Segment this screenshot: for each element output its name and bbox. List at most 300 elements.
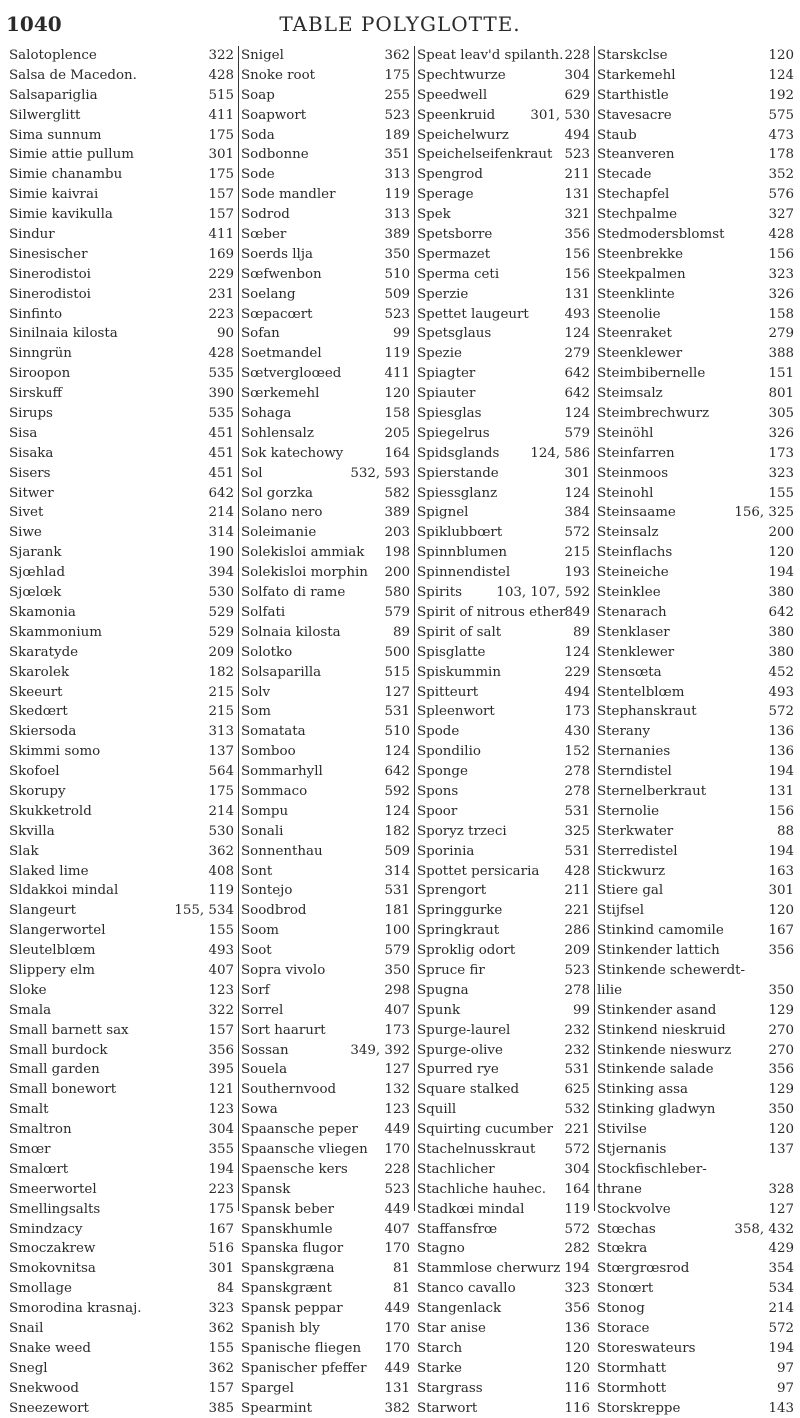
index-entry xyxy=(594,523,798,543)
index-entry xyxy=(6,1220,238,1240)
index-entry xyxy=(594,941,798,961)
entry-page-ref: 428 xyxy=(564,863,590,879)
entry-term: Squill xyxy=(417,1102,457,1118)
index-entry xyxy=(414,782,594,802)
index-entry xyxy=(238,1120,414,1140)
entry-term: Stinkende schewerdt- xyxy=(597,962,746,978)
entry-page-ref: 301 xyxy=(208,1261,234,1277)
entry-term: Stinkende nieswurz xyxy=(597,1042,732,1058)
entry-term: Stickwurz xyxy=(597,863,665,879)
entry-page-ref: 493 xyxy=(208,943,234,959)
entry-page-ref: 564 xyxy=(208,764,234,780)
entry-page-ref: 362 xyxy=(208,843,234,859)
entry-page-ref: 313 xyxy=(208,724,234,740)
entry-term: Sœber xyxy=(241,227,287,243)
entry-term: Stedmodersblomst xyxy=(597,227,725,243)
entry-page-ref: 532, 593 xyxy=(350,465,410,481)
index-entry xyxy=(6,1001,238,1021)
entry-term: Smellingsalts xyxy=(9,1201,101,1217)
index-entry xyxy=(414,145,594,165)
index-entry xyxy=(414,424,594,444)
entry-page-ref: 314 xyxy=(208,525,234,541)
entry-term: thrane xyxy=(597,1181,642,1197)
entry-page-ref: 120 xyxy=(768,48,794,63)
index-entry xyxy=(6,225,238,245)
index-entry xyxy=(238,424,414,444)
entry-term: Soetmandel xyxy=(241,346,322,362)
index-entry xyxy=(238,862,414,882)
entry-page-ref: 155 xyxy=(208,1340,234,1356)
entry-term: Spons xyxy=(417,783,459,799)
entry-page-ref: 523 xyxy=(564,147,590,163)
entry-page-ref: 642 xyxy=(564,366,590,382)
entry-term: Smorodina krasnaj. xyxy=(9,1301,142,1317)
entry-list xyxy=(594,46,798,1418)
index-entry xyxy=(6,1339,238,1359)
index-entry xyxy=(238,384,414,404)
index-entry xyxy=(6,1060,238,1080)
entry-page-ref: 278 xyxy=(564,783,590,799)
index-entry xyxy=(238,1339,414,1359)
entry-page-ref: 531 xyxy=(564,803,590,819)
entry-term: Sindur xyxy=(9,227,55,243)
entry-page-ref: 531 xyxy=(564,1062,590,1078)
entry-term: Solv xyxy=(241,684,271,700)
entry-page-ref: 200 xyxy=(768,525,794,541)
entry-term: Sterkwater xyxy=(597,823,674,839)
index-entry xyxy=(414,1220,594,1240)
entry-term: Soerds llja xyxy=(241,246,313,262)
entry-term: Sproklig odort xyxy=(417,943,516,959)
index-entry xyxy=(414,623,594,643)
entry-term: Sneezewort xyxy=(9,1400,89,1416)
entry-page-ref: 350 xyxy=(384,962,410,978)
entry-page-ref: 203 xyxy=(384,525,410,541)
entry-page-ref: 156 xyxy=(564,246,590,262)
entry-term: Sode xyxy=(241,167,275,183)
index-entry xyxy=(6,1259,238,1279)
index-entry xyxy=(238,86,414,106)
index-entry xyxy=(414,1021,594,1041)
entry-page-ref: 313 xyxy=(384,167,410,183)
entry-term: Stiere gal xyxy=(597,883,664,899)
index-entry xyxy=(6,722,238,742)
entry-page-ref: 430 xyxy=(564,724,590,740)
index-entry xyxy=(414,1279,594,1299)
entry-term: Spanskgrænt xyxy=(241,1281,332,1297)
index-entry xyxy=(238,702,414,722)
index-entry xyxy=(238,364,414,384)
entry-page-ref: 428 xyxy=(208,67,234,83)
entry-term: Spurge-olive xyxy=(417,1042,503,1058)
entry-page-ref: 390 xyxy=(208,386,234,402)
index-entry xyxy=(594,1339,798,1359)
entry-term: Simie chanambu xyxy=(9,167,123,183)
entry-page-ref: 428 xyxy=(208,346,234,362)
entry-page-ref: 411 xyxy=(208,107,234,123)
entry-term: Salsa de Macedon. xyxy=(9,67,137,83)
entry-term: Sommarhyll xyxy=(241,764,323,780)
index-entry xyxy=(6,1140,238,1160)
entry-page-ref: 173 xyxy=(384,1022,410,1038)
entry-page-ref: 170 xyxy=(384,1340,410,1356)
entry-term: Slak xyxy=(9,843,39,859)
index-entry xyxy=(6,603,238,623)
index-entry xyxy=(414,305,594,325)
entry-page-ref: 131 xyxy=(564,187,590,203)
entry-term: Stockfischleber- xyxy=(597,1161,707,1177)
entry-term: Soom xyxy=(241,923,279,939)
entry-term: Sjœlœk xyxy=(9,585,62,601)
index-entry xyxy=(6,941,238,961)
entry-page-ref: 580 xyxy=(384,585,410,601)
entry-term: Stadkœi mindal xyxy=(417,1201,525,1217)
entry-page-ref: 429 xyxy=(768,1241,794,1257)
entry-term: Sorf xyxy=(241,982,270,998)
entry-term: Sohaga xyxy=(241,406,292,422)
entry-page-ref: 510 xyxy=(384,724,410,740)
entry-page-ref: 223 xyxy=(208,1181,234,1197)
entry-term: Smollage xyxy=(9,1281,72,1297)
entry-term: Salsapariglia xyxy=(9,87,98,103)
entry-term: Staub xyxy=(597,127,637,143)
entry-term: Stœrgrœsrod xyxy=(597,1261,690,1277)
entry-page-ref: 515 xyxy=(208,87,234,103)
entry-page-ref: 194 xyxy=(208,1161,234,1177)
index-entry xyxy=(414,384,594,404)
index-entry xyxy=(594,981,798,1001)
index-entry xyxy=(414,1140,594,1160)
entry-page-ref: 123 xyxy=(208,1102,234,1118)
entry-term: Stinkende salade xyxy=(597,1062,714,1078)
entry-page-ref: 362 xyxy=(208,1321,234,1336)
entry-term: Sima sunnum xyxy=(9,127,102,143)
index-entry xyxy=(238,285,414,305)
index-entry xyxy=(6,185,238,205)
entry-page-ref: 156 xyxy=(768,803,794,819)
index-entry xyxy=(238,543,414,563)
index-entry xyxy=(594,1021,798,1041)
entry-term: Skvilla xyxy=(9,823,55,839)
entry-term: Slippery elm xyxy=(9,962,95,978)
entry-page-ref: 493 xyxy=(564,306,590,322)
index-entry xyxy=(414,583,594,603)
index-entry xyxy=(414,1120,594,1140)
entry-page-ref: 313 xyxy=(384,207,410,223)
entry-term: Spansk beber xyxy=(241,1201,334,1217)
index-column-3 xyxy=(414,46,594,1416)
entry-term: Spunk xyxy=(417,1002,461,1018)
index-entry xyxy=(414,643,594,663)
entry-page-ref: 209 xyxy=(564,943,590,959)
index-entry xyxy=(238,245,414,265)
entry-term: Sodbonne xyxy=(241,147,309,163)
entry-page-ref: 255 xyxy=(384,87,410,103)
entry-page-ref: 351 xyxy=(384,147,410,163)
index-entry xyxy=(414,464,594,484)
entry-term: Stagno xyxy=(417,1241,465,1257)
entry-page-ref: 120 xyxy=(384,386,410,402)
entry-term: Speedwell xyxy=(417,87,488,103)
index-entry xyxy=(6,484,238,504)
entry-term: Staffansfrœ xyxy=(417,1221,498,1237)
index-entry xyxy=(238,842,414,862)
index-entry xyxy=(6,1041,238,1061)
entry-term: Snigel xyxy=(241,48,284,63)
entry-page-ref: 380 xyxy=(768,585,794,601)
index-entry xyxy=(6,762,238,782)
entry-term: Small burdock xyxy=(9,1042,108,1058)
entry-term: Spignel xyxy=(417,505,469,521)
index-entry xyxy=(414,1259,594,1279)
index-entry xyxy=(6,842,238,862)
entry-term: Slaked lime xyxy=(9,863,89,879)
entry-term: Spisglatte xyxy=(417,644,486,660)
entry-term: Sinerodistoi xyxy=(9,266,91,282)
entry-term: Smindzacy xyxy=(9,1221,83,1237)
index-entry xyxy=(594,344,798,364)
index-entry xyxy=(238,1399,414,1418)
entry-page-ref: 531 xyxy=(564,843,590,859)
entry-page-ref: 119 xyxy=(384,187,410,203)
entry-page-ref: 170 xyxy=(384,1141,410,1157)
entry-term: Spek xyxy=(417,207,451,223)
entry-term: Spearmint xyxy=(241,1400,313,1416)
entry-term: Sirups xyxy=(9,406,53,422)
entry-page-ref: 325 xyxy=(564,823,590,839)
entry-term: Sommaco xyxy=(241,783,308,799)
index-entry xyxy=(238,1279,414,1299)
index-entry xyxy=(6,126,238,146)
entry-page-ref: 625 xyxy=(564,1082,590,1098)
entry-page-ref: 523 xyxy=(384,107,410,123)
entry-page-ref: 88 xyxy=(776,823,794,839)
entry-term: Sonnenthau xyxy=(241,843,323,859)
index-entry xyxy=(6,503,238,523)
entry-term: Spanska flugor xyxy=(241,1241,344,1257)
entry-page-ref: 232 xyxy=(564,1022,590,1038)
entry-page-ref: 229 xyxy=(208,266,234,282)
entry-term: Sinfinto xyxy=(9,306,63,322)
entry-term: Skorupy xyxy=(9,783,66,799)
entry-term: Spurge-laurel xyxy=(417,1022,511,1038)
entry-page-ref: 473 xyxy=(768,127,794,143)
entry-page-ref: 136 xyxy=(564,1321,590,1336)
index-entry xyxy=(414,185,594,205)
entry-term: Steinsaame xyxy=(597,505,676,521)
index-entry xyxy=(414,1299,594,1319)
index-entry xyxy=(594,623,798,643)
entry-term: Spansk peppar xyxy=(241,1301,343,1317)
entry-page-ref: 407 xyxy=(384,1221,410,1237)
index-entry xyxy=(6,523,238,543)
entry-page-ref: 223 xyxy=(208,306,234,322)
entry-term: Small garden xyxy=(9,1062,100,1078)
entry-page-ref: 214 xyxy=(768,1301,794,1317)
index-entry xyxy=(6,1021,238,1041)
index-entry xyxy=(6,1379,238,1399)
index-entry xyxy=(414,1319,594,1339)
entry-term: Stangenlack xyxy=(417,1301,502,1317)
entry-page-ref: 323 xyxy=(768,266,794,282)
index-entry xyxy=(6,1399,238,1418)
entry-term: Sprengort xyxy=(417,883,487,899)
index-entry xyxy=(6,205,238,225)
entry-term: Spidsglands xyxy=(417,445,500,461)
index-entry xyxy=(594,603,798,623)
entry-page-ref: 215 xyxy=(208,704,234,720)
entry-term: Springgurke xyxy=(417,903,503,919)
entry-term: Solekisloi ammiak xyxy=(241,545,365,561)
index-entry xyxy=(414,265,594,285)
entry-page-ref: 198 xyxy=(384,545,410,561)
entry-term: Solnaia kilosta xyxy=(241,624,341,640)
entry-term: Speichelseifenkraut xyxy=(417,147,553,163)
index-entry xyxy=(414,165,594,185)
index-entry xyxy=(594,822,798,842)
entry-term: Spetsborre xyxy=(417,227,493,243)
entry-page-ref: 137 xyxy=(208,744,234,760)
entry-term: Sol xyxy=(241,465,263,481)
entry-page-ref: 530 xyxy=(208,823,234,839)
entry-term: Steinsalz xyxy=(597,525,659,541)
entry-term: Sternelberkraut xyxy=(597,783,707,799)
entry-term: Spanischer pfeffer xyxy=(241,1360,367,1376)
entry-term: Spleenwort xyxy=(417,704,495,720)
entry-term: Smala xyxy=(9,1002,52,1018)
index-entry xyxy=(238,941,414,961)
entry-page-ref: 515 xyxy=(384,664,410,680)
entry-term: Spierstande xyxy=(417,465,499,481)
entry-page-ref: 326 xyxy=(768,425,794,441)
entry-term: Sivet xyxy=(9,505,44,521)
entry-term: Spaensche kers xyxy=(241,1161,348,1177)
entry-term: Stockvolve xyxy=(597,1201,671,1217)
entry-term: Spetsglaus xyxy=(417,326,492,342)
entry-term: Stavesacre xyxy=(597,107,672,123)
entry-page-ref: 143 xyxy=(768,1400,794,1416)
entry-page-ref: 121 xyxy=(208,1082,234,1098)
entry-term: Spiklubbœrt xyxy=(417,525,503,541)
entry-term: Stargrass xyxy=(417,1380,483,1396)
entry-term: Sossan xyxy=(241,1042,289,1058)
index-entry xyxy=(594,364,798,384)
index-entry xyxy=(6,1239,238,1259)
index-entry xyxy=(238,643,414,663)
entry-term: Solfato di rame xyxy=(241,585,346,601)
entry-page-ref: 167 xyxy=(208,1221,234,1237)
entry-term: Spermazet xyxy=(417,246,491,262)
index-entry xyxy=(6,862,238,882)
entry-page-ref: 394 xyxy=(208,565,234,581)
entry-term: Smaltron xyxy=(9,1122,72,1138)
entry-page-ref: 211 xyxy=(564,167,590,183)
index-entry xyxy=(6,961,238,981)
index-entry xyxy=(594,324,798,344)
entry-page-ref: 301 xyxy=(208,147,234,163)
entry-term: Stinkender asand xyxy=(597,1002,717,1018)
index-entry xyxy=(594,1359,798,1379)
entry-page-ref: 157 xyxy=(208,207,234,223)
entry-page-ref: 193 xyxy=(564,565,590,581)
entry-page-ref: 131 xyxy=(384,1380,410,1396)
entry-term: Steinohl xyxy=(597,485,654,501)
index-entry xyxy=(414,404,594,424)
entry-page-ref: 314 xyxy=(384,863,410,879)
entry-page-ref: 384 xyxy=(564,505,590,521)
entry-term: Steanveren xyxy=(597,147,675,163)
index-entry xyxy=(6,46,238,66)
index-entry xyxy=(594,1041,798,1061)
entry-term: Stammlose cherwurz xyxy=(417,1261,561,1277)
entry-term: Skiersoda xyxy=(9,724,77,740)
entry-term: Speat leav'd spilanth. xyxy=(417,48,564,63)
index-entry xyxy=(238,484,414,504)
index-entry xyxy=(414,921,594,941)
entry-page-ref: 175 xyxy=(208,167,234,183)
entry-term: Star anise xyxy=(417,1321,486,1336)
index-entry xyxy=(594,1220,798,1240)
index-entry xyxy=(594,205,798,225)
entry-term: Steenbrekke xyxy=(597,246,684,262)
index-entry xyxy=(414,46,594,66)
entry-page-ref: 529 xyxy=(208,624,234,640)
entry-term: Sorrel xyxy=(241,1002,284,1018)
entry-term: Spondilio xyxy=(417,744,481,760)
index-entry xyxy=(238,344,414,364)
entry-term: Spargel xyxy=(241,1380,294,1396)
entry-term: Spanskgræna xyxy=(241,1261,335,1277)
entry-page-ref: 99 xyxy=(572,1002,590,1018)
entry-list xyxy=(414,46,594,1418)
entry-term: Starwort xyxy=(417,1400,478,1416)
index-entry xyxy=(414,1239,594,1259)
index-entry xyxy=(238,126,414,146)
entry-page-ref: 352 xyxy=(768,167,794,183)
index-entry xyxy=(414,205,594,225)
entry-term: Steinfarren xyxy=(597,445,675,461)
entry-term: Steimsalz xyxy=(597,386,663,402)
entry-term: Spaansche vliegen xyxy=(241,1141,368,1157)
entry-term: Storskreppe xyxy=(597,1400,681,1416)
index-entry xyxy=(238,822,414,842)
entry-term: Skammonium xyxy=(9,624,102,640)
entry-term: Starthistle xyxy=(597,87,669,103)
index-entry xyxy=(238,961,414,981)
entry-page-ref: 221 xyxy=(564,1122,590,1138)
entry-term: Steimbibernelle xyxy=(597,366,706,382)
entry-page-ref: 323 xyxy=(564,1281,590,1297)
index-entry xyxy=(414,364,594,384)
entry-page-ref: 304 xyxy=(208,1122,234,1138)
index-entry xyxy=(238,683,414,703)
index-entry xyxy=(6,1180,238,1200)
entry-page-ref: 575 xyxy=(768,107,794,123)
entry-term: Sinesischer xyxy=(9,246,88,262)
entry-page-ref: 131 xyxy=(564,286,590,302)
index-entry xyxy=(594,543,798,563)
entry-term: Stinking assa xyxy=(597,1082,689,1098)
entry-term: Speenkruid xyxy=(417,107,496,123)
index-entry xyxy=(594,683,798,703)
index-entry xyxy=(238,802,414,822)
entry-page-ref: 169 xyxy=(208,246,234,262)
index-entry xyxy=(6,543,238,563)
index-entry xyxy=(6,106,238,126)
entry-term: Sterredistel xyxy=(597,843,678,859)
entry-term: Spanskhumle xyxy=(241,1221,333,1237)
index-entry xyxy=(6,1319,238,1339)
